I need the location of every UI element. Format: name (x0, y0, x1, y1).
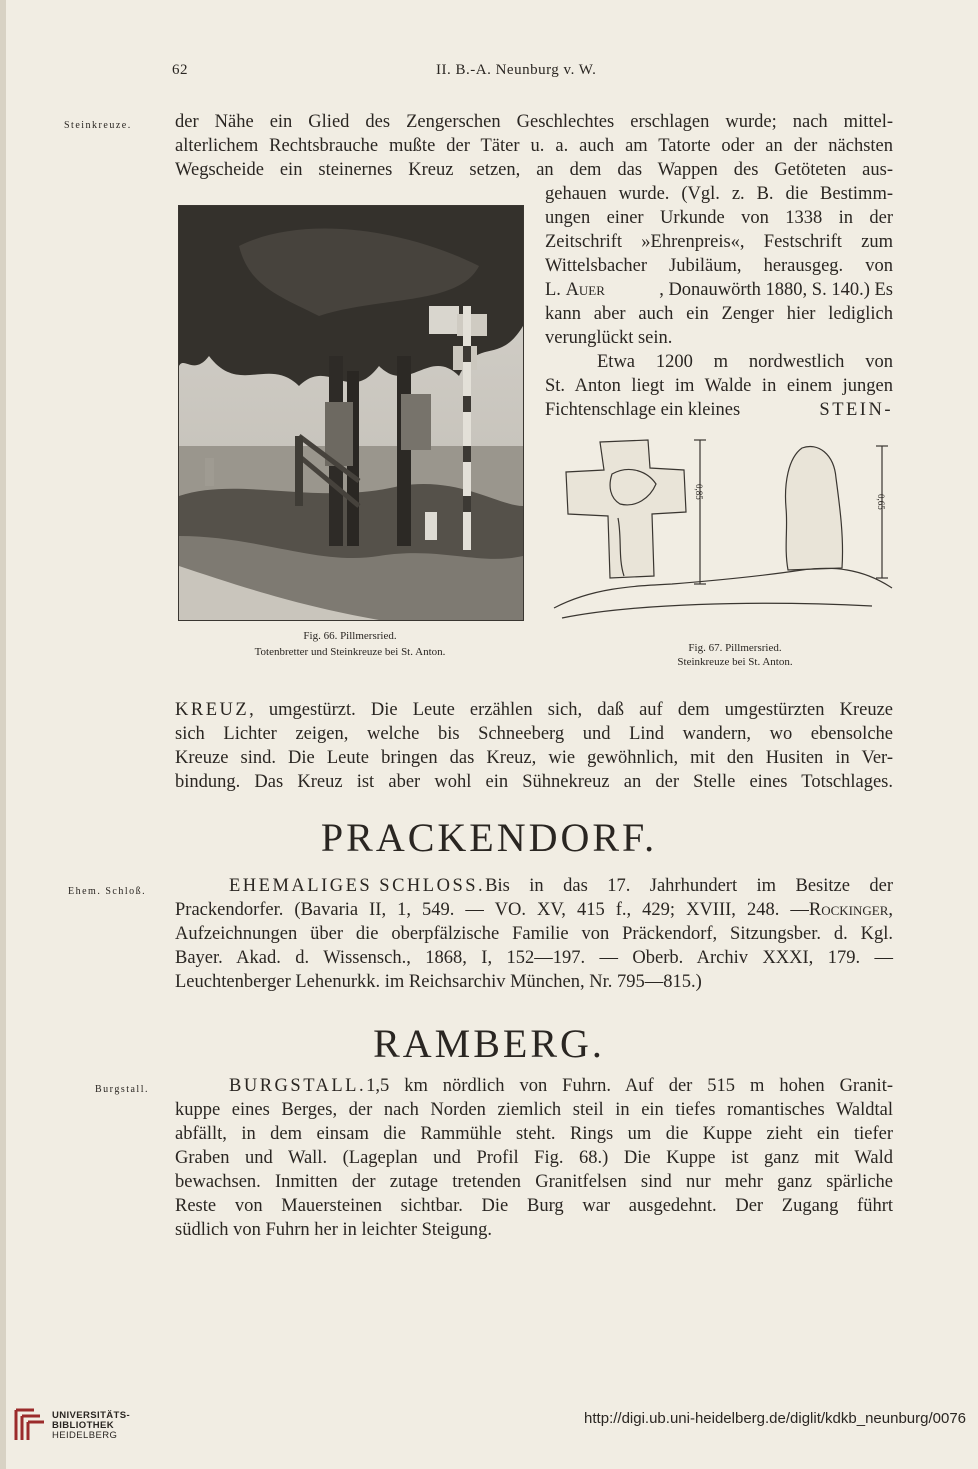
text-line: sich Lichter zeigen, welche bis Schneeberg und Lind wandern, wo ebensolche (175, 724, 893, 744)
figure-67-drawing (552, 428, 897, 628)
text-line: Graben und Wall. (Lageplan und Profil Fig. 68.) Die Kuppe ist ganz mit Wald (175, 1148, 893, 1168)
text-line: kuppe eines Berges, der nach Norden ziemlich steil in ein tiefes romantisches Waldtal (175, 1100, 893, 1120)
text-span: EHEMALIGES SCHLOSS. (229, 876, 486, 896)
text-line: Aufzeichnungen über die oberpfälzische Familie von Präckendorf, Sitzungsber. d. Kgl. (175, 924, 893, 944)
text-line: Leuchtenberger Lehenurkk. im Reichsarchiv München, Nr. 795—815.) (175, 972, 702, 992)
figure-66-caption: Totenbretter und Steinkreuze bei St. Anton. (254, 646, 446, 658)
running-title: II. B.-A. Neunburg v. W. (436, 62, 597, 78)
text-line: ungen einer Urkunde von 1338 in der (545, 208, 893, 228)
library-logo[interactable] (10, 1406, 48, 1449)
text-line: verunglückt sein. (545, 328, 673, 348)
text-span: , umgestürzt. Die Leute erzählen sich, daß auf dem umgestürzten Kreuze (249, 700, 893, 720)
margin-note-burgstall: Burgstall. (95, 1084, 149, 1095)
text-line (175, 898, 893, 922)
margin-note-steinkreuze: Steinkreuze. (64, 120, 132, 131)
text-line: Reste von Mauersteinen sichtbar. Die Burg war ausgedehnt. Der Zugang führt (175, 1196, 893, 1216)
text-span: Fichtenschlage ein kleines (545, 400, 741, 420)
text-line: Wegscheide ein steinernes Kreuz setzen, an dem das Wappen des Getöteten aus- (175, 160, 893, 180)
source-url-link[interactable]: http://digi.ub.uni-heidelberg.de/diglit/kdkb_neunburg/0076 (584, 1410, 966, 1427)
section-heading-prackendorf: PRACKENDORF. (320, 815, 658, 860)
text-line: Zeitschrift »Ehrenpreis«, Festschrift zum (545, 232, 893, 252)
text-line: bindung. Das Kreuz ist aber wohl ein Sühnekreuz an der Stelle eines Totschlages. (175, 772, 893, 792)
text-span: Bis in das 17. Jahrhundert im Besitze der (485, 876, 893, 896)
text-line: Kreuze sind. Die Leute bringen das Kreuz, wie gewöhnlich, mit den Husiten in Ver- (175, 748, 893, 768)
section-heading-ramberg: RAMBERG. (373, 1021, 605, 1066)
text-line: alterlichem Rechtsbrauche mußte der Täter u. a. auch am Tatorte oder an der nächsten (175, 136, 893, 156)
figure-66-label: Fig. 66. Pillmersried. (303, 630, 397, 642)
text-line (229, 874, 893, 898)
page-number: 62 (172, 62, 188, 78)
stone-crosses-sketch (552, 428, 897, 628)
text-span: , Donauwörth 1880, S. 140.) Es (659, 280, 893, 300)
text-line: Wittelsbacher Jubiläum, herausgeg. von (545, 256, 893, 276)
text-span: 1,5 km nördlich von Fuhrn. Auf der 515 m hohen Granit- (366, 1076, 893, 1096)
author-name: Auer (565, 280, 605, 300)
figure-67-label: Fig. 67. Pillmersried. (688, 642, 782, 654)
library-name-line: UNIVERSITÄTS- (52, 1410, 131, 1421)
text-line: gehauen wurde. (Vgl. z. B. die Bestimm- (545, 184, 893, 204)
page-edge (0, 0, 6, 1469)
text-span: STEIN- (819, 400, 893, 420)
library-name (52, 1411, 130, 1441)
author-name: Rockinger (808, 900, 889, 920)
dimension-label: 0,85 (694, 484, 704, 500)
text-line (175, 698, 893, 722)
text-span: L. (545, 280, 566, 300)
margin-note-ehem-schloss: Ehem. Schloß. (68, 886, 147, 897)
dimension-label: 0,65 (876, 494, 886, 510)
library-name-line: HEIDELBERG (52, 1430, 118, 1441)
figure-66-photo (178, 205, 524, 621)
roadside-crosses-photo (179, 206, 523, 620)
text-span: KREUZ (175, 700, 250, 720)
text-span: , (888, 900, 893, 920)
text-line: Bayer. Akad. d. Wissensch., 1868, I, 152—197. — Oberb. Archiv XXXI, 179. — (175, 948, 893, 968)
text-line: südlich von Fuhrn her in leichter Steigung. (175, 1220, 493, 1240)
text-line: kann aber auch ein Zenger hier lediglich (545, 304, 893, 324)
text-line (545, 278, 893, 302)
text-line: bewachsen. Inmitten der zutage tretenden Granitfelsen sind nur mehr ganz spärliche (175, 1172, 893, 1192)
library-name-line: BIBLIOTHEK (52, 1420, 115, 1431)
text-span: Prackendorfer. (Bavaria II, 1, 549. — VO. XV, 415 f., 429; XVIII, 248. — (175, 900, 809, 920)
text-line: abfällt, in dem einsam die Rammühle steht. Rings um die Kuppe zieht ein tiefer (175, 1124, 893, 1144)
text-line: St. Anton liegt im Walde in einem jungen (545, 376, 893, 396)
text-line: Etwa 1200 m nordwestlich von (597, 352, 893, 372)
text-span: BURGSTALL. (229, 1076, 367, 1096)
text-line: der Nähe ein Glied des Zengerschen Geschlechtes erschlagen wurde; nach mittel- (175, 112, 893, 132)
library-logo-icon (10, 1406, 48, 1444)
text-line (545, 398, 893, 422)
text-line (229, 1074, 893, 1098)
figure-67-caption: Steinkreuze bei St. Anton. (677, 656, 793, 668)
